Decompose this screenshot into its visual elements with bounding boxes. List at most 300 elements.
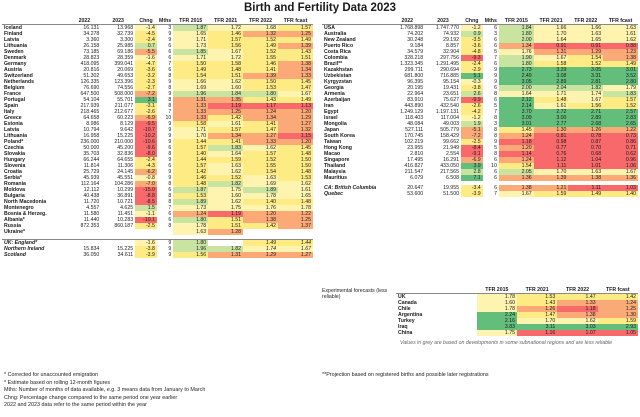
- name-cell: Georgia: [324, 85, 344, 91]
- header-tfr-fcast: TFR fcast: [603, 18, 638, 25]
- tfr-2015-cell: 3.83: [477, 324, 517, 330]
- tfr-2015-cell: 1.56: [173, 252, 208, 258]
- tfr-2015-cell: 1.34: [499, 43, 534, 49]
- tfr-2021-cell: 3.00: [534, 115, 569, 121]
- births-2022-cell: 30.248: [407, 37, 424, 43]
- months-cell: 8: [168, 103, 172, 109]
- births-2023-cell: 1.197.131: [435, 109, 459, 115]
- births-2022-cell: 36.050: [83, 252, 100, 258]
- tfr-2022-cell: 1.55: [243, 163, 278, 169]
- tfr-2021-cell: 2.04: [534, 85, 569, 91]
- births-2023-cell: 36.891: [117, 193, 134, 199]
- name-cell: Puerto Rico: [324, 43, 354, 49]
- tfr-2015-cell: 1.80: [499, 61, 534, 67]
- tfr-fcast-cell: 1.27: [278, 121, 313, 127]
- births-2022-cell: 15.834: [83, 246, 100, 252]
- tfr-2021-cell: 3.08: [534, 73, 569, 79]
- births-2022-cell: 1.249.129: [400, 109, 424, 115]
- tfr-fcast-cell: 1.47: [278, 85, 313, 91]
- births-2022-cell: 11.580: [83, 211, 100, 217]
- change-cell: -4.7: [135, 61, 157, 67]
- tfr-2022-cell: 1.33: [557, 300, 597, 306]
- tfr-2021-cell: 0.76: [534, 151, 569, 157]
- tfr-2015-cell: 1.67: [499, 191, 534, 197]
- name-cell: Croatia: [4, 169, 22, 175]
- months-cell: 6: [494, 175, 497, 181]
- tfr-2015-cell: 1.57: [173, 163, 208, 169]
- tfr-2015-cell: 1.48: [173, 181, 208, 187]
- name-cell: Canada: [398, 300, 417, 306]
- months-cell: 8: [168, 97, 172, 103]
- header-tfr-2015: TFR 2015: [173, 18, 208, 25]
- name-cell: Northern Ireland: [4, 246, 45, 252]
- tfr-fcast-cell: 1.61: [278, 187, 313, 193]
- births-2023-cell: 10.283: [117, 217, 134, 223]
- births-2022-cell: 10.794: [83, 127, 100, 133]
- change-cell: -1.6: [135, 240, 157, 247]
- tfr-2022-cell: 1.47: [557, 294, 597, 301]
- tfr-2021-cell: 1.47: [517, 312, 557, 318]
- change-cell: -2.5: [135, 223, 157, 229]
- births-2023-cell: 15.225: [117, 133, 134, 139]
- months-cell: 6: [494, 85, 497, 91]
- tfr-fcast-cell: 1.48: [278, 199, 313, 205]
- tfr-2021-cell: 1.56: [208, 43, 243, 49]
- tfr-fcast-cell: 1.06: [603, 163, 638, 169]
- tfr-2021-cell: 1.52: [208, 175, 243, 181]
- tfr-2015-cell: 1.50: [173, 61, 208, 67]
- births-2022-cell: 527.111: [405, 127, 424, 133]
- tfr-2021-cell: 1.83: [208, 145, 243, 151]
- months-cell: 8: [494, 115, 497, 121]
- tfr-2015-cell: 1.89: [173, 199, 208, 205]
- births-2022-cell: 170.745: [404, 133, 424, 139]
- months-cell: 3: [494, 31, 497, 37]
- births-2023-cell: 49.003: [443, 121, 459, 127]
- header-tfr-2022: TFR 2022: [568, 18, 603, 25]
- months-cell: 6: [168, 67, 172, 73]
- births-2022-cell: 20.647: [407, 185, 424, 191]
- months-cell: 6: [168, 217, 172, 223]
- months-cell: 6: [494, 61, 497, 67]
- tfr-2022-cell: 1.65: [568, 37, 603, 43]
- tfr-2021-cell: 1.58: [208, 61, 243, 67]
- months-cell: 8: [494, 127, 497, 133]
- births-2023-cell: 45.551: [117, 175, 134, 181]
- tfr-2021-cell: 1.53: [517, 294, 557, 301]
- name-cell: Uzbekistan: [324, 73, 352, 79]
- tfr-2021-cell: 1.62: [208, 169, 243, 175]
- tfr-2022-cell: 1.29: [243, 252, 278, 258]
- name-cell: UK: [398, 294, 406, 300]
- tfr-2021-cell: 1.58: [534, 61, 569, 67]
- name-cell: Poland*: [4, 139, 24, 145]
- tfr-2021-cell: 1.19: [208, 211, 243, 217]
- world-table: [322, 18, 638, 197]
- births-2022-cell: 418.095: [80, 61, 100, 67]
- births-2022-cell: 48.084: [407, 121, 424, 127]
- months-cell: 3: [494, 121, 497, 127]
- months-cell: 6: [494, 25, 497, 31]
- tfr-fcast-cell: 1.44: [278, 240, 313, 247]
- name-cell: Macao: [324, 151, 341, 157]
- months-cell: 5: [494, 103, 497, 109]
- change-cell: -6.9: [135, 115, 157, 121]
- births-2023-cell: 19.955: [443, 185, 459, 191]
- tfr-fcast-cell: 3.52: [603, 73, 638, 79]
- tfr-2021-cell: 1.57: [208, 127, 243, 133]
- tfr-fcast-cell: 0.96: [603, 157, 638, 163]
- tfr-fcast-cell: 1.51: [278, 55, 313, 61]
- tfr-2015-cell: 1.24: [499, 133, 534, 139]
- births-2023-cell: 211.077: [114, 103, 134, 109]
- tfr-2022-cell: 1.54: [568, 55, 603, 61]
- tfr-fcast-cell: 1.67: [278, 246, 313, 252]
- months-cell: 9: [168, 37, 172, 43]
- births-2022-cell: 681.800: [404, 73, 424, 79]
- births-2023-cell: 23.651: [443, 91, 459, 97]
- tfr-fcast-cell: 2.83: [603, 115, 638, 121]
- births-2023-cell: 24.145: [117, 169, 134, 175]
- tfr-fcast-cell: 1.38: [603, 55, 638, 61]
- tfr-2015-cell: 1.57: [173, 145, 208, 151]
- tfr-2015-cell: 1.96: [173, 91, 208, 97]
- births-2023-cell: 8.129: [120, 121, 134, 127]
- tfr-fcast-cell: 1.05: [598, 330, 638, 336]
- births-2023-cell: 25.985: [117, 43, 134, 49]
- months-cell: 8: [168, 151, 172, 157]
- months-cell: 8: [168, 73, 172, 79]
- tfr-2021-cell: 1.82: [208, 181, 243, 187]
- change-cell: -3.1: [135, 103, 157, 109]
- change-cell: -2.4: [461, 61, 483, 67]
- tfr-2015-cell: 1.42: [173, 169, 208, 175]
- births-2023-cell: 95.154: [443, 79, 459, 85]
- name-cell: Iceland: [4, 25, 22, 31]
- months-cell: 7: [494, 55, 497, 61]
- births-2023-cell: 2.554: [445, 151, 459, 157]
- footnote-line: * Corrected for unaccounted emigration: [4, 372, 99, 378]
- table-row: [2, 252, 313, 258]
- change-cell: 7.1: [461, 175, 483, 181]
- tfr-2021-cell: 1.16: [517, 330, 557, 336]
- name-cell: Azerbaijan: [324, 97, 351, 103]
- births-2023-cell: 51.500: [443, 191, 459, 197]
- change-cell: -3.6: [135, 67, 157, 73]
- tfr-fcast-cell: 1.13: [278, 103, 313, 109]
- births-2022-cell: 26.158: [83, 43, 100, 49]
- months-cell: 9: [168, 252, 172, 258]
- births-2022-cell: 118.403: [404, 115, 424, 121]
- tfr-2021-cell: 1.11: [534, 163, 569, 169]
- births-2022-cell: 53.600: [407, 191, 424, 197]
- tfr-2022-cell: 1.24: [243, 109, 278, 115]
- change-cell: -3.6: [461, 43, 483, 49]
- name-cell: Ukraine*: [4, 229, 26, 235]
- tfr-2022-cell: 1.41: [243, 67, 278, 73]
- tfr-2021-cell: 1.39: [534, 175, 569, 181]
- tfr-2015-cell: 1.71: [173, 55, 208, 61]
- months-cell: 9: [168, 175, 172, 181]
- tfr-2015-cell: 1.54: [173, 73, 208, 79]
- name-cell: Lithuania: [4, 133, 28, 139]
- births-2023-cell: 212.677: [114, 109, 134, 115]
- tfr-2015-cell: 1.65: [173, 31, 208, 37]
- tfr-2021-cell: 3.29: [534, 67, 569, 73]
- tfr-2022-cell: 1.82: [568, 85, 603, 91]
- tfr-2021-cell: 1.34: [208, 133, 243, 139]
- tfr-2015-cell: 1.33: [173, 109, 208, 115]
- months-cell: 9: [168, 169, 172, 175]
- tfr-fcast-cell: 0.71: [603, 145, 638, 151]
- tfr-fcast-cell: 1.67: [603, 169, 638, 175]
- change-cell: -1.2: [461, 25, 483, 32]
- tfr-2021-cell: 1.75: [208, 187, 243, 193]
- tfr-2021-cell: 1.70: [517, 318, 557, 324]
- tfr-2015-cell: 1.45: [499, 127, 534, 133]
- name-cell: Romania: [4, 181, 26, 187]
- months-cell: 9: [168, 79, 172, 85]
- tfr-2021-cell: 1.35: [208, 97, 243, 103]
- tfr-2021-cell: 1.51: [208, 217, 243, 223]
- births-2023-cell: 99.662: [443, 139, 459, 145]
- change-cell: -2.4: [135, 37, 157, 43]
- months-cell: 9: [494, 139, 497, 145]
- change-cell: -9.1: [461, 151, 483, 157]
- change-cell: -1.6: [135, 55, 157, 61]
- tfr-2022-cell: 1.53: [243, 85, 278, 91]
- tfr-2022-cell: 1.47: [243, 127, 278, 133]
- tfr-fcast-cell: 1.45: [278, 79, 313, 85]
- tfr-2022-cell: 3.03: [557, 324, 597, 330]
- name-cell: Russia: [4, 223, 22, 229]
- tfr-fcast-cell: 1.37: [278, 223, 313, 229]
- months-cell: 6: [168, 49, 172, 55]
- tfr-2022-cell: 2.68: [568, 121, 603, 127]
- name-cell: Portugal: [4, 97, 26, 103]
- name-cell: Latvia: [4, 37, 19, 43]
- tfr-2015-cell: 3.70: [499, 109, 534, 115]
- header-tfr-2021: TFR 2021: [517, 287, 557, 294]
- tfr-fcast-cell: 1.23: [603, 49, 638, 55]
- name-cell: Netherlands: [4, 79, 34, 85]
- tfr-2022-cell: 1.18: [557, 306, 597, 312]
- births-2023-cell: 1.747.770: [435, 25, 459, 31]
- change-cell: -2.6: [135, 109, 157, 115]
- tfr-fcast-cell: 1.63: [603, 25, 638, 32]
- tfr-2015-cell: 2.05: [499, 169, 534, 175]
- tfr-2015-cell: 1.36: [499, 175, 534, 181]
- name-cell: Quebec: [324, 191, 344, 197]
- months-cell: 7: [494, 109, 497, 115]
- births-2023-cell: 117.004: [440, 115, 459, 121]
- births-2022-cell: 6.079: [410, 175, 424, 181]
- name-cell: Kyrgyzstan: [324, 79, 352, 85]
- tfr-2015-cell: 3.05: [499, 79, 534, 85]
- tfr-2015-cell: 1.69: [173, 85, 208, 91]
- tfr-2015-cell: 2.12: [499, 97, 534, 103]
- tfr-2015-cell: 1.71: [173, 127, 208, 133]
- tfr-2022-cell: 1.76: [243, 205, 278, 211]
- name-cell: Iran: [324, 103, 334, 109]
- tfr-2015-cell: 1.80: [499, 31, 534, 37]
- tfr-2021-cell: 1.62: [208, 79, 243, 85]
- tfr-2015-cell: 1.78: [477, 294, 517, 301]
- tfr-2021-cell: 1.67: [534, 55, 569, 61]
- name-cell: Israel: [324, 115, 338, 121]
- change-cell: -7.2: [461, 133, 483, 139]
- tfr-fcast-cell: 1.62: [603, 37, 638, 43]
- header-births-2022: 2022: [67, 18, 101, 25]
- change-cell: -2.4: [135, 157, 157, 163]
- tfr-fcast-cell: 1.48: [278, 169, 313, 175]
- births-2023-cell: 210.000: [114, 139, 134, 145]
- tfr-fcast-cell: 1.32: [278, 127, 313, 133]
- births-2022-cell: 74.202: [407, 31, 424, 37]
- header-change: Chng: [461, 18, 483, 25]
- tfr-2021-cell: 1.63: [208, 163, 243, 169]
- births-2023-cell: 8.857: [445, 43, 459, 49]
- tfr-2015-cell: 1.31: [173, 97, 208, 103]
- tfr-2022-cell: 1.52: [243, 49, 278, 55]
- births-2022-cell: 76.690: [83, 85, 100, 91]
- months-cell: 9: [494, 79, 497, 85]
- births-2023-cell: 508.000: [114, 91, 134, 97]
- months-cell: 10: [491, 163, 497, 169]
- change-cell: -0.8: [135, 175, 157, 181]
- name-cell: Bosnia & Herzeg.: [4, 211, 47, 217]
- change-cell: -9.5: [135, 121, 157, 127]
- tfr-2021-cell: 1.30: [534, 127, 569, 133]
- births-2022-cell: 126.335: [80, 79, 100, 85]
- name-cell: Mongolia: [324, 121, 347, 127]
- forecast-label: Experimental forecasts (less reliable): [322, 288, 388, 300]
- name-cell: North Macedonia: [4, 199, 47, 205]
- months-cell: 9: [168, 31, 172, 37]
- change-cell: -10.1: [135, 217, 157, 223]
- tfr-2022-cell: 1.63: [568, 169, 603, 175]
- tfr-fcast-cell: 1.39: [278, 43, 313, 49]
- change-cell: 0.7: [135, 43, 157, 49]
- tfr-2022-cell: 1.89: [243, 187, 278, 193]
- name-cell: Hong Kong: [324, 145, 352, 151]
- months-cell: 8: [494, 91, 497, 97]
- births-2022-cell: 66.244: [83, 157, 100, 163]
- tfr-fcast-cell: 1.22: [603, 127, 638, 133]
- months-cell: 6: [494, 157, 497, 163]
- tfr-2015-cell: 1.87: [173, 187, 208, 193]
- header-tfr-2021: TFR 2021: [208, 18, 243, 25]
- change-cell: 2.8: [461, 169, 483, 175]
- name-cell: New Zealand: [324, 37, 356, 43]
- europe-table: [2, 18, 313, 258]
- change-cell: -0.3: [461, 79, 483, 85]
- tfr-fcast-cell: 1.49: [278, 97, 313, 103]
- tfr-2021-cell: 1.51: [208, 223, 243, 229]
- name-cell: Kazakhstan: [324, 67, 353, 73]
- months-cell: 9: [168, 139, 172, 145]
- tfr-2022-cell: 1.38: [557, 312, 597, 318]
- tfr-2022-cell: 1.38: [568, 175, 603, 181]
- births-2023-cell: 11.306: [117, 163, 134, 169]
- tfr-fcast-cell: 1.15: [278, 133, 313, 139]
- tfr-2022-cell: 0.91: [568, 43, 603, 49]
- months-cell: 8: [168, 193, 172, 199]
- months-cell: 9: [168, 121, 172, 127]
- tfr-2022-cell: 1.26: [568, 127, 603, 133]
- tfr-2015-cell: 1.75: [477, 330, 517, 336]
- tfr-2021-cell: 1.59: [208, 157, 243, 163]
- name-cell: Malaysia: [324, 169, 346, 175]
- births-2023-cell: 399.041: [114, 61, 134, 67]
- tfr-2021-cell: 1.21: [534, 185, 569, 191]
- tfr-2021-cell: 1.72: [208, 55, 243, 61]
- tfr-2015-cell: 1.24: [173, 211, 208, 217]
- tfr-fcast-cell: 1.49: [603, 61, 638, 67]
- births-2023-cell: 20.069: [117, 67, 134, 73]
- births-2022-cell: 236.000: [80, 139, 100, 145]
- tfr-fcast-cell: 0.62: [603, 151, 638, 157]
- months-cell: 6: [168, 187, 172, 193]
- tfr-2021-cell: 1.75: [208, 205, 243, 211]
- births-2023-cell: 60.223: [117, 115, 134, 121]
- tfr-fcast-cell: 1.48: [278, 151, 313, 157]
- months-cell: 6: [168, 211, 172, 217]
- footnote-line: * Estimate based on rolling 12-month figures: [4, 379, 111, 386]
- name-cell: Turkey: [398, 318, 415, 324]
- tfr-2022-cell: 1.80: [243, 91, 278, 97]
- tfr-2021-cell: 1.48: [534, 97, 569, 103]
- tfr-2022-cell: 1.52: [243, 157, 278, 163]
- name-cell: Belgium: [4, 85, 25, 91]
- births-2022-cell: 11.440: [83, 217, 100, 223]
- name-cell: Sweden: [4, 49, 24, 55]
- months-cell: 5: [494, 145, 497, 151]
- tfr-2021-cell: 1.66: [534, 25, 569, 32]
- table-row: [322, 191, 638, 197]
- months-cell: 7: [168, 109, 172, 115]
- tfr-2022-cell: 1.66: [568, 25, 603, 32]
- tfr-2015-cell: 2.14: [499, 103, 534, 109]
- tfr-2022-cell: 1.32: [243, 31, 278, 37]
- tfr-2022-cell: 1.52: [568, 61, 603, 67]
- months-cell: 6: [494, 37, 497, 43]
- tfr-2021-cell: 1.82: [208, 246, 243, 252]
- tfr-2015-cell: 2.16: [477, 318, 517, 324]
- name-cell: Slovenia: [4, 163, 26, 169]
- months-cell: 3: [168, 25, 172, 31]
- births-2022-cell: 1.768.898: [400, 25, 424, 31]
- births-2022-cell: 96.395: [407, 79, 424, 85]
- months-cell: 6: [494, 169, 497, 175]
- name-cell: Albania*: [4, 217, 25, 223]
- births-2022-cell: 443.890: [404, 103, 424, 109]
- births-2022-cell: 17.495: [407, 157, 424, 163]
- tfr-fcast-cell: 1.38: [278, 61, 313, 67]
- tfr-2022-cell: 1.74: [243, 246, 278, 252]
- change-cell: -3.8: [135, 246, 157, 252]
- change-cell: -2.6: [461, 103, 483, 109]
- change-cell: -5.1: [461, 127, 483, 133]
- header-tfr-fcast: TFR fcast: [278, 18, 313, 25]
- months-cell: 6: [168, 145, 172, 151]
- tfr-fcast-cell: 0.73: [603, 133, 638, 139]
- tfr-2015-cell: 2.73: [499, 67, 534, 73]
- tfr-2022-cell: 3.31: [568, 73, 603, 79]
- births-2023-cell: 19.431: [443, 85, 459, 91]
- births-2022-cell: 28.823: [83, 55, 100, 61]
- births-2022-cell: 16.131: [83, 25, 100, 31]
